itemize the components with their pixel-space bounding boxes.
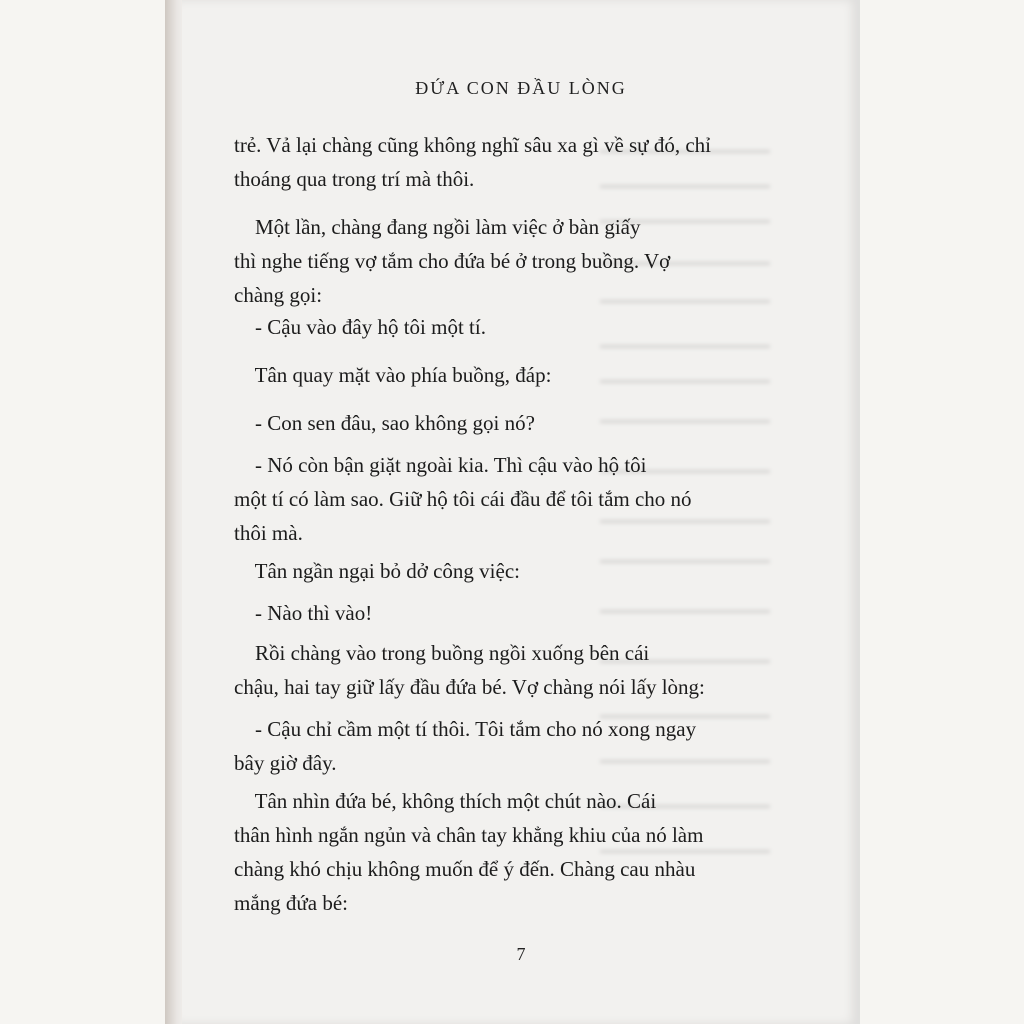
- paragraph: [234, 554, 804, 588]
- paragraph: [234, 310, 804, 344]
- text-line: chậu, hai tay giữ lấy đầu đứa bé. Vợ chàng nói lấy lòng:: [234, 675, 705, 699]
- text-line: chàng gọi:: [234, 283, 323, 307]
- text-line: trẻ. Vả lại chàng cũng không nghĩ sâu xa gì về sự đó, chỉ: [234, 133, 711, 157]
- text-line: thoáng qua trong trí mà thôi.: [234, 167, 475, 191]
- book-page: [182, 0, 860, 1024]
- text-line: một tí có làm sao. Giữ hộ tôi cái đầu để tôi tắm cho nó: [234, 487, 692, 511]
- text-line: - Nào thì vào!: [234, 601, 373, 625]
- paragraph: [234, 712, 804, 780]
- text-line: Tân nhìn đứa bé, không thích một chút nào. Cái: [234, 789, 657, 813]
- paragraph: [234, 636, 804, 704]
- running-header: ĐỨA CON ĐẦU LÒNG: [415, 78, 627, 98]
- paragraph: [234, 596, 804, 630]
- text-line: Tân ngần ngại bỏ dở công việc:: [234, 559, 520, 583]
- text-line: - Cậu chỉ cầm một tí thôi. Tôi tắm cho nó xong ngay: [234, 717, 697, 741]
- page-number: 7: [516, 944, 526, 964]
- paragraph: [234, 358, 804, 392]
- text-line: bây giờ đây.: [234, 751, 337, 775]
- paragraph: [234, 406, 804, 440]
- text-line: mắng đứa bé:: [234, 891, 349, 915]
- paragraph: [234, 448, 804, 550]
- paragraph: [234, 210, 804, 312]
- text-line: Một lần, chàng đang ngồi làm việc ở bàn giấy: [234, 215, 641, 239]
- text-line: Rồi chàng vào trong buồng ngồi xuống bên cái: [234, 641, 650, 665]
- text-line: - Con sen đâu, sao không gọi nó?: [234, 411, 535, 435]
- text-line: thân hình ngắn ngủn và chân tay khẳng khiu của nó làm: [234, 823, 704, 847]
- text-line: - Cậu vào đây hộ tôi một tí.: [234, 315, 486, 339]
- text-line: thì nghe tiếng vợ tắm cho đứa bé ở trong buồng. Vợ: [234, 249, 671, 273]
- text-line: Tân quay mặt vào phía buồng, đáp:: [234, 363, 552, 387]
- text-line: - Nó còn bận giặt ngoài kia. Thì cậu vào hộ tôi: [234, 453, 647, 477]
- paragraph: [234, 128, 804, 196]
- text-line: chàng khó chịu không muốn để ý đến. Chàng cau nhàu: [234, 857, 696, 881]
- paragraph: [234, 784, 804, 920]
- text-line: thôi mà.: [234, 521, 303, 545]
